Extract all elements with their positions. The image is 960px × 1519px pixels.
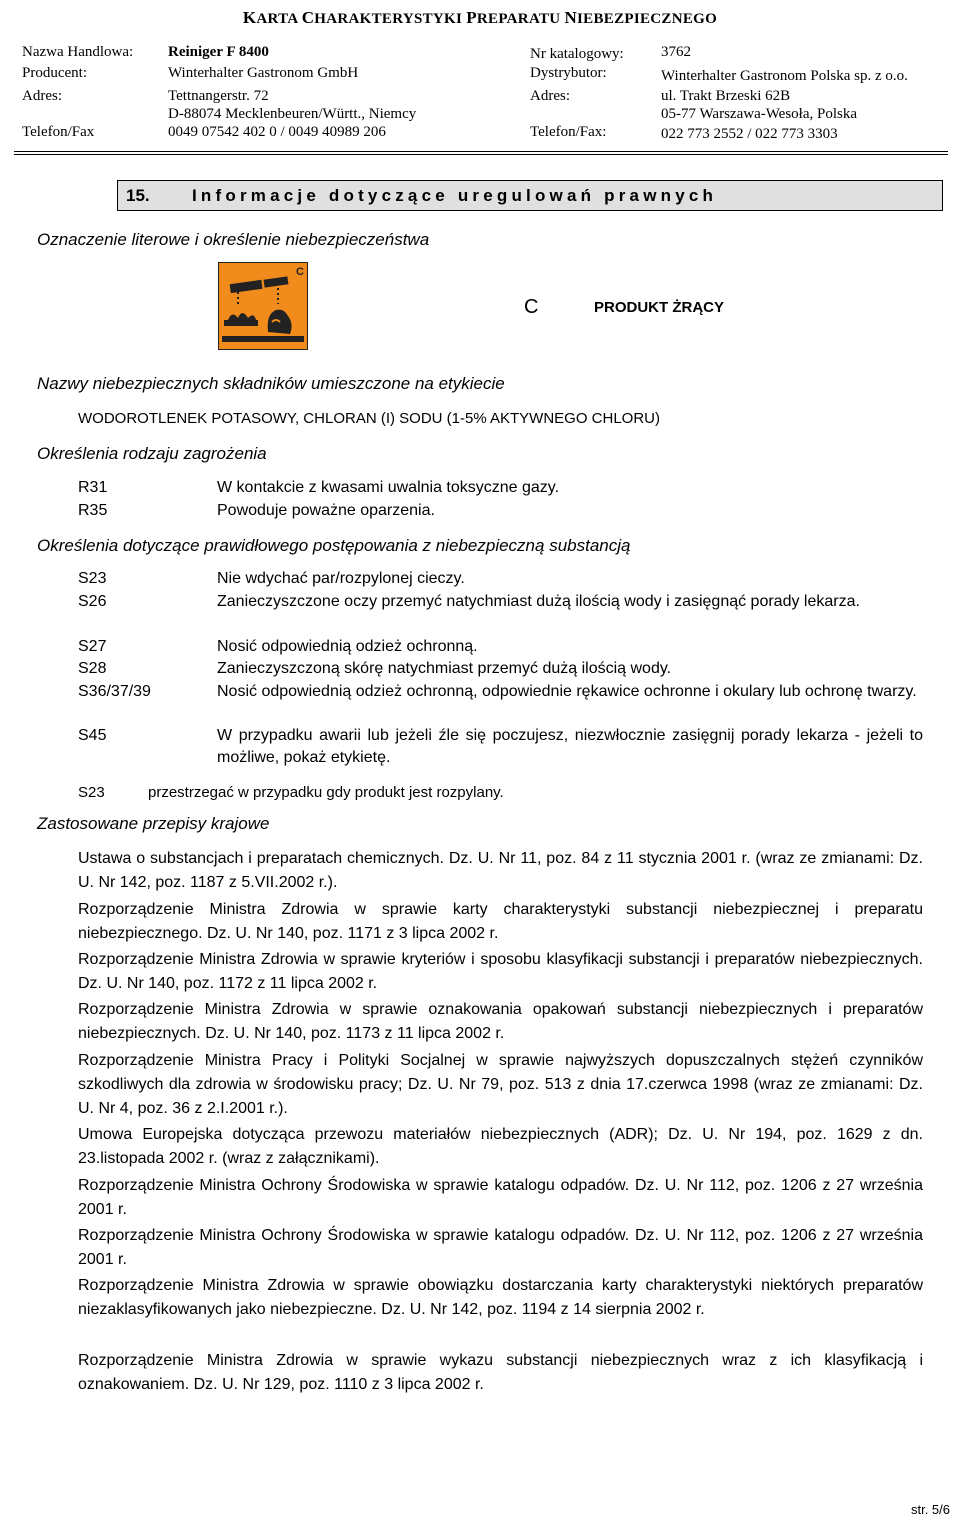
safety-code: S28 [78,660,107,677]
safety-extra-code: S23 [78,784,105,801]
title-letter: C [301,8,315,27]
regulation-item: Rozporządzenie Ministra Zdrowia w sprawie oznakowania opakowań substancji niebezpiecznych i preparatów niebezpiecznych. Dz. U. Nr 140, poz. 1173 z 11 lipca 2002 r. [78,1001,923,1042]
title-letter: N [564,8,578,27]
regulation-item: Rozporządzenie Ministra Zdrowia w sprawie obowiązku dostarczania karty charakterystyki niektórych preparatów niezaklasyfikowanych jako niebezpieczne. Dz. U. Nr 142, poz. 1194 z 14 sierpnia 2002 r. [78,1277,923,1318]
safety-code: S45 [78,727,107,744]
risk-text: Powoduje poważne oparzenia. [217,502,435,519]
safety-heading: Określenia dotyczące prawidłowego postępowania z niebezpieczną substancją [37,536,631,555]
corrosive-icon [218,262,308,350]
risk-code: R31 [78,479,108,496]
regulation-item: Rozporządzenie Ministra Zdrowia w sprawie wykazu substancji niebezpiecznych wraz z ich klasyfikacją i oznakowaniem. Dz. U. Nr 129, poz. 1110 z 3 lipca 2002 r. [78,1352,923,1393]
safety-text: Nie wdychać par/rozpylonej cieczy. [217,570,465,587]
title-letter: P [466,8,477,27]
safety-extra-text: przestrzegać w przypadku gdy produkt jest rozpylany. [148,784,504,801]
risk-heading: Określenia rodzaju zagrożenia [37,444,267,463]
regulation-item: Rozporządzenie Ministra Ochrony Środowiska w sprawie katalogu odpadów. Dz. U. Nr 112, poz. 1206 z 27 września 2001 r. [78,1177,923,1218]
section-title: Informacje dotyczące uregulowań prawnych [192,186,718,205]
header-divider [14,151,948,152]
title-part: HARAKTERYSTYKI [314,11,467,27]
distributor-label: Dystrybutor: [530,65,607,81]
pictogram-letter: C [296,266,304,278]
trade-name-label: Nazwa Handlowa: [22,44,134,60]
distributor-address-label: Adres: [530,88,570,104]
title-part: ARTA [256,11,302,27]
regulations-heading: Zastosowane przepisy krajowe [37,814,270,833]
safety-code: S23 [78,570,107,587]
regulation-item: Rozporządzenie Ministra Zdrowia w sprawie kryteriów i sposobu klasyfikacji substancji i preparatów niebezpiecznych. Dz. U. Nr 140, poz. 1172 z 11 lipca 2002 r. [78,951,923,992]
risk-text: W kontakcie z kwasami uwalnia toksyczne gazy. [217,479,560,496]
safety-text: W przypadku awarii lub jeżeli źle się poczujesz, niezwłocznie zasięgnij porady lekarza - jeżeli to możliwe, pokaż etykietę. [217,727,923,766]
regulation-item: Rozporządzenie Ministra Zdrowia w sprawie karty charakterystyki substancji niebezpiecznej i preparatu niebezpiecznego. Dz. U. Nr 140, poz. 1171 z 3 lipca 2002 r. [78,901,923,942]
distributor-phone: 022 773 2552 / 022 773 3303 [661,126,838,142]
distributor-address-line2: 05-77 Warszawa-Wesoła, Polska [661,106,858,122]
section-number: 15. [126,186,150,205]
ingredients-text: WODOROTLENEK POTASOWY, CHLORAN (I) SODU (1-5% AKTYWNEGO CHLORU) [78,410,661,427]
address-label: Adres: [22,88,62,104]
hazard-label: PRODUKT ŻRĄCY [594,299,724,316]
risk-code: R35 [78,502,108,519]
page-number: str. 5/6 [910,1502,950,1517]
hazard-symbol: C [524,296,539,318]
safety-code: S27 [78,638,107,655]
safety-code: S26 [78,593,107,610]
regulation-item: Ustawa o substancjach i preparatach chemicznych. Dz. U. Nr 11, poz. 84 z 11 stycznia 2001 r. (wraz ze zmianami: Dz. U. Nr 142, poz. 1187 z 5.VII.2002 r.). [78,850,923,891]
catalog-number: 3762 [661,44,691,60]
section-header [117,180,943,211]
regulation-item: Umowa Europejska dotycząca przewozu materiałów niebezpiecznych (ADR); Dz. U. Nr 194, poz. 1629 z dn. 23.listopada 2002 r. (wraz z załącznikami). [78,1126,923,1167]
distributor-phone-label: Telefon/Fax: [530,124,607,140]
address-line2: D-88074 Mecklenbeuren/Württ., Niemcy [168,106,417,122]
safety-text: Nosić odpowiednią odzież ochronną. [217,638,478,655]
document-title [0,8,960,28]
hazard-heading: Oznaczenie literowe i określenie niebezpieczeństwa [37,230,430,249]
catalog-label: Nr katalogowy: [530,46,624,62]
regulation-item: Rozporządzenie Ministra Ochrony Środowiska w sprawie katalogu odpadów. Dz. U. Nr 112, poz. 1206 z 27 września 2001 r. [78,1227,923,1268]
safety-text: Zanieczyszczone oczy przemyć natychmiast dużą ilością wody i zasięgnąć porady lekarza. [217,593,860,610]
title-part: IEBEZPIECZNEGO [577,11,718,27]
safety-text: Nosić odpowiednią odzież ochronną, odpowiednie rękawice ochronne i okulary lub ochronę twarzy. [217,683,917,700]
header-divider-second [14,154,948,155]
safety-code: S36/37/39 [78,683,151,700]
corrosive-pictogram [218,262,308,350]
trade-name: Reiniger F 8400 [168,44,269,60]
title-part: REPARATU [476,11,565,27]
phone-label: Telefon/Fax [22,124,95,140]
ingredients-heading: Nazwy niebezpiecznych składników umieszczone na etykiecie [37,374,505,393]
regulation-item: Rozporządzenie Ministra Pracy i Polityki Socjalnej w sprawie najwyższych dopuszczalnych stężeń czynników szkodliwych dla zdrowia w środowisku pracy; Dz. U. Nr 79, poz. 513 z dnia 17.czerwca 1998 (wraz ze zmianami: Dz. U. Nr 4, poz. 36 z 2.I.2001 r.). [78,1052,923,1117]
producer-label: Producent: [22,65,87,81]
distributor-address-line1: ul. Trakt Brzeski 62B [661,88,791,104]
phone: 0049 07542 402 0 / 0049 40989 206 [168,124,386,140]
title-letter: K [242,8,257,27]
safety-text: Zanieczyszczoną skórę natychmiast przemyć dużą ilością wody. [217,660,672,677]
producer: Winterhalter Gastronom GmbH [168,65,359,81]
address-line1: Tettnangerstr. 72 [168,88,269,104]
distributor: Winterhalter Gastronom Polska sp. z o.o. [661,68,908,84]
